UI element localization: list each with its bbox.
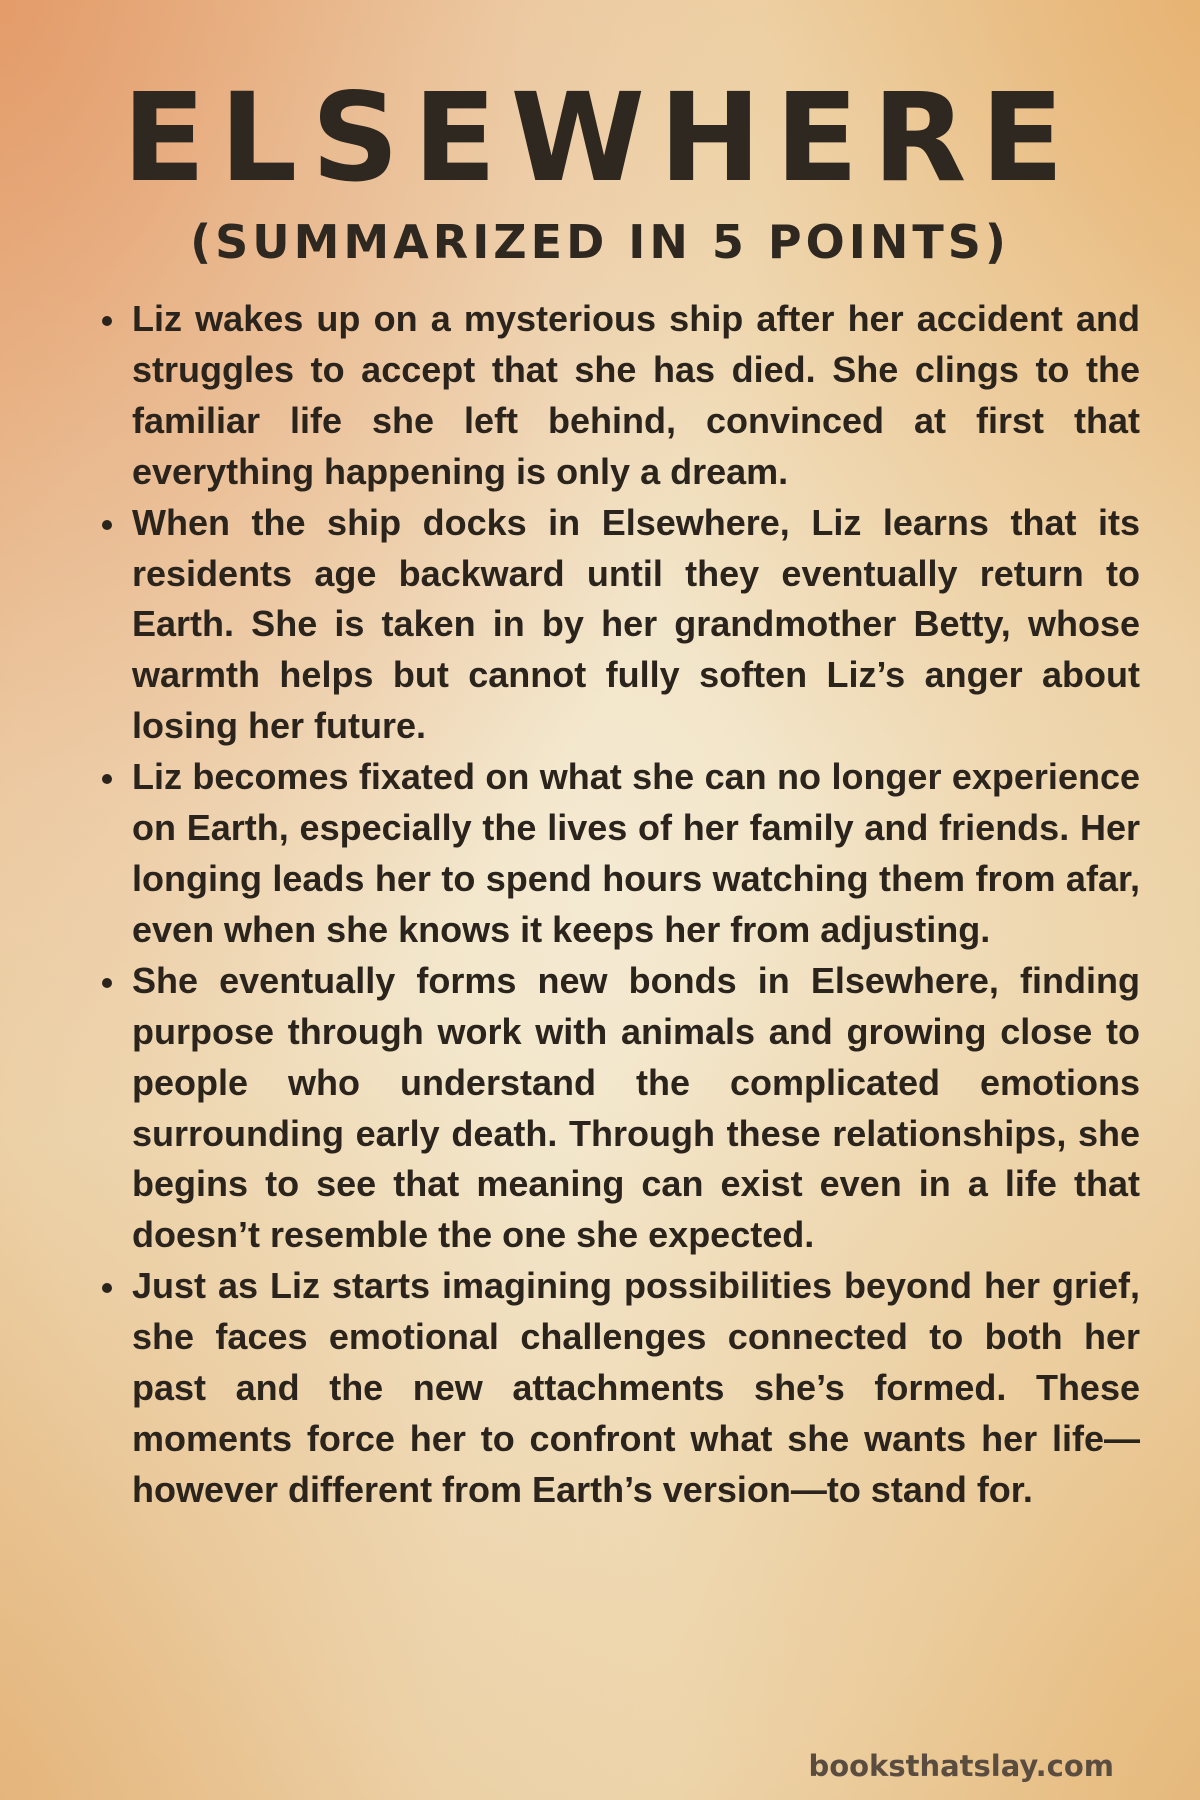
website-footer: booksthatslay.com xyxy=(808,1749,1114,1783)
summary-point-1: Liz wakes up on a mysterious ship after her accident and struggles to accept that she has died. She clings to the familiar life she left behind, convinced at first that everything happening is only a dream. xyxy=(100,294,1140,498)
summary-list xyxy=(100,294,1140,1516)
page-subtitle: (SUMMARIZED IN 5 POINTS) xyxy=(190,215,1010,269)
summary-point-4: She eventually forms new bonds in Elsewhere, finding purpose through work with animals and growing close to people who understand the complicated emotions surrounding early death. Through these relationships, she begins to see that meaning can exist even in a life that doesn’t resemble the one she expected. xyxy=(100,956,1140,1261)
summary-point-2: When the ship docks in Elsewhere, Liz learns that its residents age backward until they eventually return to Earth. She is taken in by her grandmother Betty, whose warmth helps but cannot fully soften Liz’s anger about losing her future. xyxy=(100,498,1140,753)
summary-point-5: Just as Liz starts imagining possibilities beyond her grief, she faces emotional challenges connected to both her past and the new attachments she’s formed. These moments force her to confront what she wants her life—however different from Earth’s version—to stand for. xyxy=(100,1261,1140,1516)
summary-point-3: Liz becomes fixated on what she can no longer experience on Earth, especially the lives of her family and friends. Her longing leads her to spend hours watching them from afar, even when she knows it keeps her from adjusting. xyxy=(100,752,1140,956)
page-title: ELSEWHERE xyxy=(122,67,1078,209)
